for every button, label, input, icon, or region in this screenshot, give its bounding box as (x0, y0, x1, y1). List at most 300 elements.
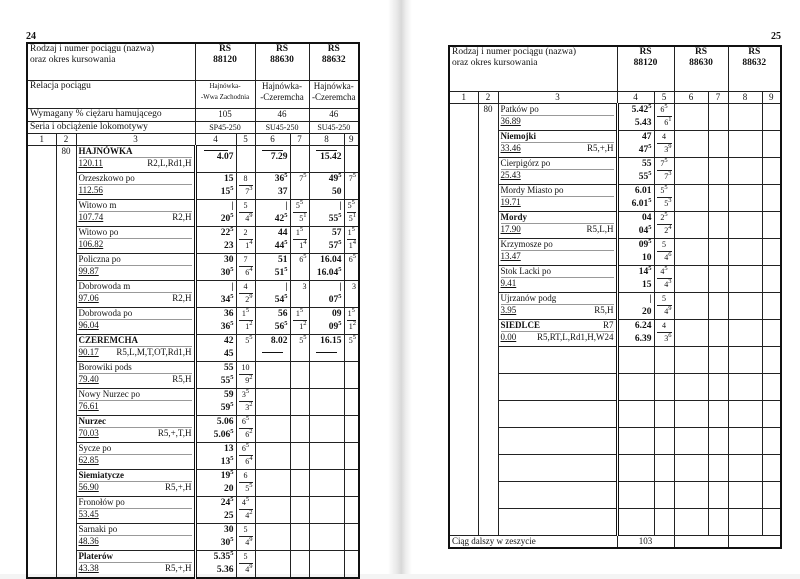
empty-cell (654, 481, 674, 508)
running-time-cell (344, 334, 359, 361)
arrival-time: 5.42$^5$ (631, 103, 652, 115)
station-codes: R5,+,T,H (157, 427, 192, 438)
loco-value: SP45-250 (195, 121, 255, 133)
time-cell (309, 496, 344, 523)
time-cell (309, 280, 344, 307)
running-time-cell (654, 319, 674, 346)
running-time-top: $6^5$ (239, 443, 253, 456)
km-value: 43.38 (78, 562, 99, 573)
km-row (79, 157, 192, 169)
station-codes: R5,L,H (586, 223, 614, 234)
running-time-top: $5^5$ (347, 200, 357, 213)
km-row (79, 292, 192, 304)
running-time-top: 4 (657, 131, 672, 144)
running-time-top: $4^5$ (239, 497, 253, 510)
running-time-bottom: $6^5$ (299, 253, 307, 264)
col-num: 1 (449, 91, 478, 103)
arrival-time: | (339, 281, 342, 292)
time-cell (309, 199, 344, 226)
departure-time: 4.07 (216, 151, 234, 162)
time-cell (309, 469, 344, 496)
station-name: Mordy Miasto po (500, 184, 564, 195)
running-time-bottom: $6^2$ (245, 427, 253, 439)
running-time-cell (708, 292, 728, 319)
station-name: Niemojki (500, 130, 536, 141)
departure-time: $09^5$ (328, 319, 342, 332)
station-name (501, 320, 614, 331)
running-time-top: $1^5$ (347, 308, 357, 321)
time-cell (309, 361, 344, 388)
arrival-time: 16.15 (320, 335, 342, 346)
station-codes: R2,H (172, 292, 192, 303)
departure-time: $59^5$ (220, 400, 234, 413)
time-cell (195, 253, 236, 280)
running-time-bottom: $3^6$ (664, 331, 672, 343)
relation-from: Hajnówka- (313, 80, 354, 91)
time-cell (195, 550, 236, 578)
time-cell (309, 442, 344, 469)
arrival-time: 8.02 (270, 335, 288, 346)
running-time-bottom: 3 (302, 281, 307, 291)
time-cell (195, 199, 236, 226)
running-time-bottom: $7^5$ (348, 172, 357, 183)
station-name: Dobrowoda po (78, 307, 133, 318)
arrival-time: 09 (332, 308, 342, 319)
empty-row (449, 508, 781, 535)
km-row (501, 142, 614, 154)
empty-cell (617, 346, 654, 373)
running-time-cell (344, 145, 359, 172)
empty-cell (498, 427, 617, 454)
train-type: RS (327, 44, 340, 54)
station-row (27, 145, 359, 172)
departure-time: 25 (224, 510, 234, 521)
running-time-cell (290, 199, 309, 226)
train-label (449, 46, 617, 91)
running-time-cell (708, 265, 728, 292)
running-time-top: 8 (239, 173, 253, 186)
running-time-bottom: $5^3$ (664, 196, 672, 208)
column-number-row (449, 91, 781, 103)
departure-time: $54^5$ (274, 292, 288, 305)
running-time-cell (236, 199, 255, 226)
empty-cell (617, 508, 654, 535)
time-cell (728, 319, 762, 346)
running-time-cell (236, 523, 255, 550)
time-cell (309, 523, 344, 550)
book-gutter (388, 0, 412, 574)
km-row (501, 250, 614, 262)
arrival-time: $36^5$ (274, 172, 288, 184)
departure-time: 16.04$^5$ (316, 265, 342, 278)
station-name: Sarnaki po (78, 523, 118, 534)
station-name: Dobrowoda m (78, 280, 131, 291)
col-num: 4 (195, 133, 236, 145)
km-row (79, 562, 192, 574)
time-cell (255, 172, 290, 199)
col-num: 9 (344, 133, 359, 145)
time-cell (255, 307, 290, 334)
loco-value: SU45-250 (255, 121, 309, 133)
continuation-row (449, 535, 781, 548)
running-time-top: $5^5$ (293, 200, 307, 213)
station-name: Fronołów po (78, 496, 125, 507)
station-name: Nowy Nurzec po (78, 388, 140, 399)
station-cell (76, 361, 195, 388)
running-time-bottom: $4^9$ (245, 562, 253, 574)
running-time-cell (236, 334, 255, 361)
running-time-cell (654, 184, 674, 211)
train-type: RS (275, 44, 289, 54)
departure-time: 10 (642, 252, 652, 263)
arrival-time: $49^5$ (328, 172, 342, 184)
running-time-top: 6 (239, 470, 253, 483)
time-cell (617, 157, 654, 184)
arrival-time: | (231, 200, 234, 211)
running-time-cell (290, 442, 309, 469)
relation-3 (309, 80, 359, 108)
running-time-bottom: $5^5$ (245, 334, 253, 345)
time-cell (195, 415, 236, 442)
relation-to: -Wwa Zachodnia (200, 92, 250, 101)
station-name: CZEREMCHA (78, 334, 139, 345)
station-row (27, 253, 359, 280)
empty-cell (762, 373, 781, 400)
departure-time: 23 (224, 240, 234, 251)
continuation-label: Ciąg dalszy w zeszycie (449, 535, 617, 548)
running-time-cell (290, 172, 309, 199)
empty-cell (728, 400, 762, 427)
running-time-cell (236, 550, 255, 578)
empty-cell (617, 481, 654, 508)
arrival-time: | (285, 281, 288, 292)
station-codes-top: R7 (603, 319, 614, 330)
running-time-cell (344, 280, 359, 307)
time-cell (674, 319, 708, 346)
running-time-bottom: 3 (352, 281, 357, 291)
running-time-bottom: $6^5$ (348, 253, 357, 264)
time-cell (309, 388, 344, 415)
running-time-cell (708, 319, 728, 346)
time-cell (195, 523, 236, 550)
train-number: 88632 (321, 55, 346, 65)
running-time-cell (762, 103, 781, 130)
empty-cell (728, 346, 762, 373)
running-time-cell (344, 172, 359, 199)
loco-value: SU45-250 (309, 121, 359, 133)
empty-cell (617, 373, 654, 400)
time-cell (255, 496, 290, 523)
running-time-cell (344, 361, 359, 388)
running-time-bottom: $5^5$ (245, 481, 253, 493)
running-time-top: 5 (239, 200, 253, 213)
empty-cell (708, 481, 728, 508)
running-time-cell (654, 211, 674, 238)
train-type: RS (694, 47, 708, 57)
time-cell (255, 145, 290, 172)
col-num: 8 (309, 133, 344, 145)
running-time-bottom: $4^2$ (245, 508, 253, 520)
running-time-cell (344, 199, 359, 226)
running-time-bottom: $5^5$ (299, 334, 307, 345)
time-cell (309, 253, 344, 280)
empty-cell (674, 508, 708, 535)
station-name: Cierpigórz po (500, 157, 551, 168)
station-cell (498, 103, 617, 130)
running-time-cell (290, 523, 309, 550)
arrival-time: | (339, 200, 342, 211)
running-time-bottom: $3^2$ (245, 400, 253, 412)
running-time-cell (344, 469, 359, 496)
relation-to: -Czeremcha (260, 91, 304, 102)
arrival-time: 6.24 (634, 320, 652, 331)
speed-limit: 80 (478, 103, 498, 535)
time-cell (255, 523, 290, 550)
km-row (501, 304, 614, 316)
station-row (449, 319, 781, 346)
running-time-bottom: $4^9$ (245, 211, 253, 223)
time-cell (255, 253, 290, 280)
station-name: Borowiki pods (78, 361, 132, 372)
departure-time: 5.06$^5$ (213, 427, 234, 440)
running-time-cell (236, 145, 255, 172)
running-time-bottom: $2^9$ (245, 292, 253, 304)
km-row (79, 508, 192, 520)
time-cell (255, 415, 290, 442)
time-cell (728, 292, 762, 319)
running-time-cell (708, 211, 728, 238)
running-time-bottom: $1^4$ (348, 238, 357, 250)
running-time-cell (290, 334, 309, 361)
departure-time: 20 (224, 483, 234, 494)
running-time-cell (290, 388, 309, 415)
running-time-cell (762, 130, 781, 157)
departure-time (258, 352, 288, 353)
train-label-line1: Rodzaj i numer pociągu (nazwa) (452, 47, 576, 57)
station-cell (76, 172, 195, 199)
running-time-bottom: $1^4$ (245, 238, 253, 250)
station-cell (76, 550, 195, 578)
station-cell (76, 199, 195, 226)
station-row (27, 496, 359, 523)
station-name: Krzymosze po (500, 238, 553, 249)
time-cell (309, 226, 344, 253)
km-value: 62.85 (78, 454, 99, 465)
station-cell (76, 523, 195, 550)
km-value: 17.90 (500, 223, 521, 234)
departure-time: 45 (224, 348, 234, 359)
empty-cell (498, 400, 617, 427)
running-time-cell (236, 469, 255, 496)
time-cell (255, 226, 290, 253)
arrival-time: 6.01 (634, 185, 652, 196)
empty-cell (708, 427, 728, 454)
km-value: 19.71 (500, 196, 521, 207)
departure-time: 15 (642, 279, 652, 290)
empty-cell (617, 454, 654, 481)
running-time-cell (290, 226, 309, 253)
km-value: 36.89 (500, 115, 521, 126)
loco-row (27, 121, 359, 133)
station-rows (27, 145, 359, 578)
km-row (79, 400, 192, 412)
running-time-bottom: $6^4$ (245, 454, 253, 466)
arrival-time: 30 (224, 254, 234, 265)
time-cell (255, 199, 290, 226)
station-name: Patków po (500, 103, 539, 114)
empty-cell (654, 508, 674, 535)
time-cell (617, 130, 654, 157)
time-cell (255, 361, 290, 388)
running-time-cell (344, 388, 359, 415)
running-time-cell (290, 550, 309, 578)
time-cell (255, 334, 290, 361)
time-cell (255, 550, 290, 578)
time-cell (674, 292, 708, 319)
km-row (501, 331, 614, 343)
running-time-cell (290, 280, 309, 307)
station-cell (498, 184, 617, 211)
running-time-cell (290, 307, 309, 334)
departure-time: 7.29 (270, 151, 288, 162)
relation-1 (195, 80, 255, 108)
empty-row (449, 346, 781, 373)
running-time-cell (654, 130, 674, 157)
arrival-time: 55 (642, 158, 652, 169)
departure-time: $55^5$ (328, 211, 342, 224)
running-time-bottom: $4^9$ (245, 535, 253, 547)
time-cell (674, 265, 708, 292)
running-time-bottom: $9^2$ (245, 373, 253, 385)
km-value: 9.41 (500, 277, 517, 288)
departure-time: $55^5$ (220, 373, 234, 386)
running-time-cell (290, 496, 309, 523)
station-name: Policzna po (78, 253, 121, 264)
running-time-bottom: $4^6$ (664, 250, 672, 262)
col-num: 5 (236, 133, 255, 145)
station-codes: R5,L,M,T,OT,Rd1,H (116, 346, 192, 357)
time-cell (195, 280, 236, 307)
time-cell (195, 442, 236, 469)
station-codes: R5,+,H (164, 562, 192, 573)
col-num: 6 (255, 133, 290, 145)
station-codes: R5,H (594, 304, 614, 315)
arrival-time: $22^5$ (220, 226, 234, 238)
km-value: 0.00 (500, 331, 517, 342)
running-time-top: 5 (239, 551, 253, 564)
empty-cell (728, 427, 762, 454)
departure-time: $57^5$ (328, 238, 342, 251)
station-cell (76, 442, 195, 469)
time-cell (728, 157, 762, 184)
time-cell (617, 319, 654, 346)
time-cell (617, 103, 654, 130)
time-cell (255, 280, 290, 307)
running-time-bottom: $6^4$ (245, 265, 253, 277)
station-row (449, 211, 781, 238)
time-cell (255, 469, 290, 496)
time-cell (309, 415, 344, 442)
running-time-top: $2^5$ (657, 212, 672, 225)
km-value: 76.61 (78, 400, 99, 411)
station-name-text: SIEDLCE (500, 319, 541, 330)
brake-value: 105 (195, 108, 255, 121)
running-time-cell (344, 307, 359, 334)
empty-cell (654, 454, 674, 481)
station-cell (76, 334, 195, 361)
running-time-top: $5^5$ (657, 185, 672, 198)
brake-row (27, 108, 359, 121)
time-cell (674, 238, 708, 265)
empty-cell (728, 454, 762, 481)
col-num: 7 (290, 133, 309, 145)
time-cell (195, 361, 236, 388)
col-num: 3 (76, 133, 195, 145)
time-cell (195, 496, 236, 523)
empty-cell (708, 508, 728, 535)
km-row (79, 427, 192, 439)
station-cell (498, 211, 617, 238)
col-num: 9 (762, 91, 781, 103)
running-time-top: $1^5$ (347, 227, 357, 240)
km-value: 112.56 (78, 184, 103, 195)
station-name: Witowo m (78, 199, 117, 210)
arrival-time: 59 (224, 389, 234, 400)
station-codes: R5,H (172, 373, 192, 384)
relation-from: Hajnówka- (209, 81, 241, 90)
departure-time: 6.01$^5$ (631, 196, 652, 209)
time-cell (617, 292, 654, 319)
km-row (79, 346, 192, 358)
running-time-cell (654, 157, 674, 184)
running-time-bottom: $4^3$ (664, 277, 672, 289)
empty-row (449, 373, 781, 400)
km-value: 3.95 (500, 304, 517, 315)
page-number-right: 25 (771, 31, 781, 42)
relation-to: -Czeremcha (312, 91, 356, 102)
station-row (449, 265, 781, 292)
time-cell (195, 172, 236, 199)
empty-row (449, 481, 781, 508)
running-time-bottom: $6^1$ (664, 115, 672, 127)
arrival-time: 51 (278, 254, 288, 265)
empty-cell (617, 427, 654, 454)
departure-time: 37 (278, 186, 288, 197)
running-time-cell (290, 415, 309, 442)
departure-time: $20^5$ (220, 211, 234, 224)
time-cell (195, 145, 236, 172)
running-time-top: $6^5$ (239, 416, 253, 429)
running-time-cell (344, 523, 359, 550)
station-codes: R5,RT,L,Rd1,H,W24 (536, 331, 614, 342)
col1-cell (27, 145, 56, 578)
time-cell (728, 130, 762, 157)
col-num: 2 (56, 133, 76, 145)
running-time-bottom: $1^2$ (245, 319, 253, 331)
station-row (27, 442, 359, 469)
time-cell (728, 265, 762, 292)
station-cell (498, 265, 617, 292)
running-time-cell (236, 388, 255, 415)
station-row (27, 307, 359, 334)
departure-time: 5.36 (216, 564, 234, 575)
departure-time: $34^5$ (220, 292, 234, 305)
empty-cell (498, 346, 617, 373)
km-value: 70.03 (78, 427, 99, 438)
station-row (449, 103, 781, 130)
running-time-cell (236, 361, 255, 388)
col-num: 3 (498, 91, 617, 103)
